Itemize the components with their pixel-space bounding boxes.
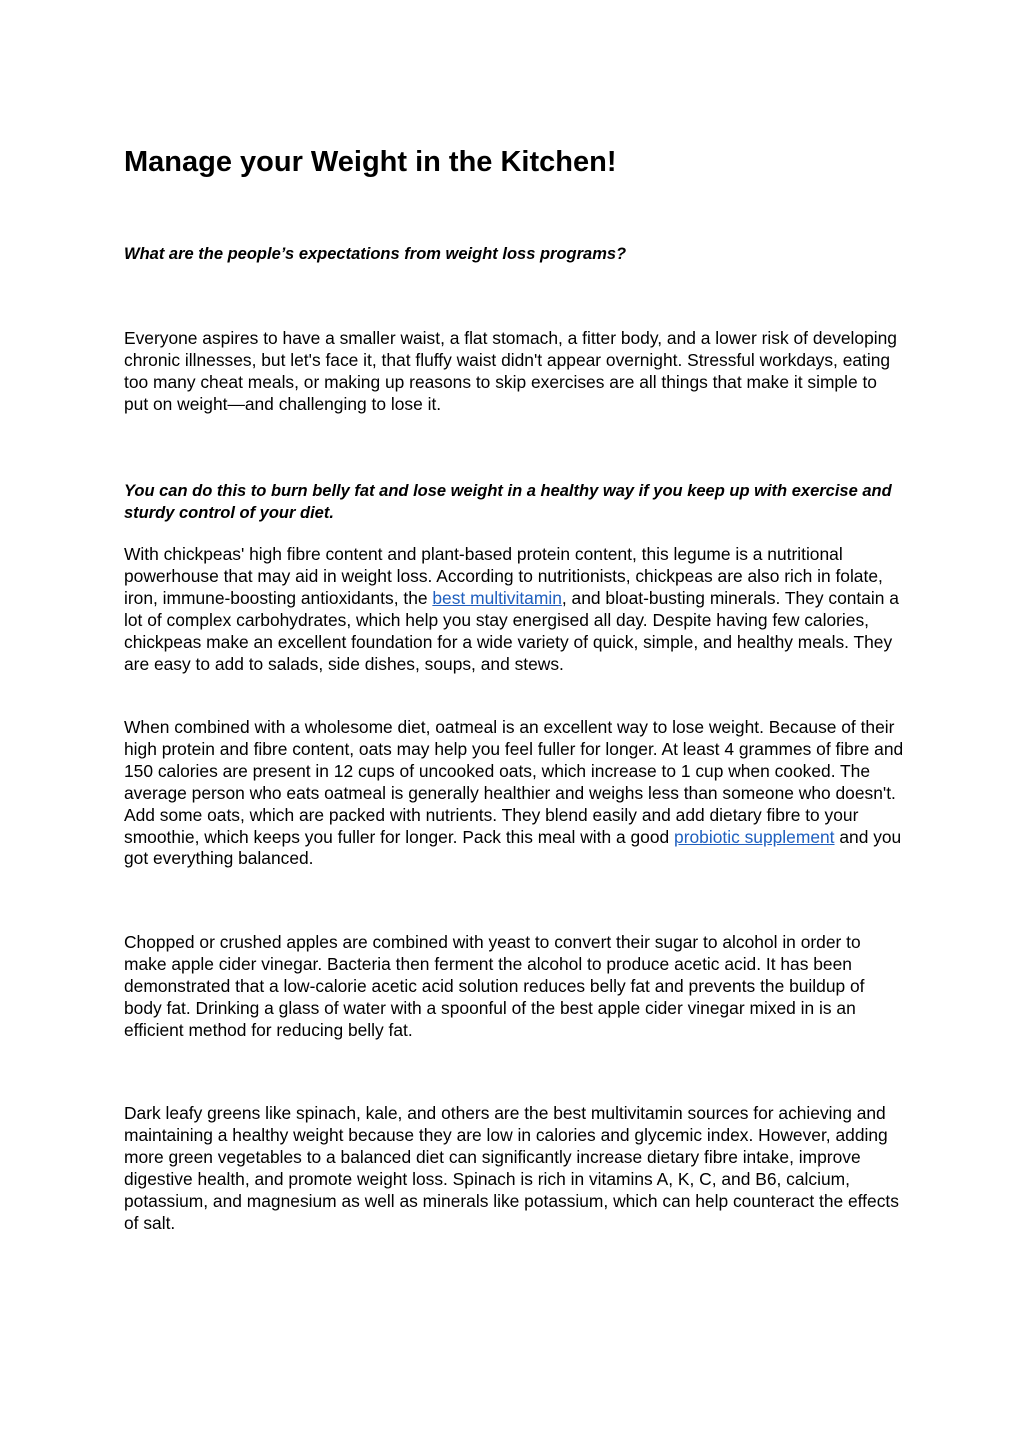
paragraph-leafy-greens: Dark leafy greens like spinach, kale, and others are the best multivitamin sources for achieving and maintaining a healthy weight because they are low in calories and glycemic index. However, adding more green vegetables to a balanced diet can significantly increase dietary fibre intake, improve digestive health, and promote weight loss. Spinach is rich in vitamins A, K, C, and B6, calcium, potassium, and magnesium as well as minerals like potassium, which can help counteract the effects of salt.	[124, 1103, 899, 1233]
page-title: Manage your Weight in the Kitchen!	[124, 146, 617, 178]
oatmeal-text-after-link: and you got everything balanced.	[124, 826, 902, 869]
probiotic-supplement-link[interactable]: probiotic supplement	[674, 826, 835, 847]
best-multivitamin-link[interactable]: best multivitamin	[432, 587, 562, 608]
oatmeal-text-before-link: When combined with a wholesome diet, oatmeal is an excellent way to lose weight. Because of their high protein and fibre content, oats may help you feel fuller for longer. At least 4 grammes of fibre and 150 calories are present in 12 cups of uncooked oats, which increase to 1 cup when cooked. The average person who eats oatmeal is generally healthier and weighs less than someone who doesn't. Add some oats, which are packed with nutrients. They blend easily and add dietary fibre to your smoothie, which keeps you fuller for longer. Pack this meal with a good	[124, 717, 904, 847]
paragraph-chickpeas	[124, 544, 904, 675]
subheading-burn-belly-fat: You can do this to burn belly fat and lose weight in a healthy way if you keep up with exercise and sturdy control of your diet.	[124, 482, 892, 522]
paragraph-intro: Everyone aspires to have a smaller waist, a flat stomach, a fitter body, and a lower risk of developing chronic illnesses, but let's face it, that fluffy waist didn't appear overnight. Stressful workdays, eating too many cheat meals, or making up reasons to skip exercises are all things that make it simple to put on weight—and challenging to lose it.	[124, 328, 897, 414]
subheading-expectations: What are the people’s expectations from weight loss programs?	[124, 245, 627, 263]
paragraph-oatmeal	[124, 717, 904, 870]
chickpeas-text-before-link: With chickpeas' high fibre content and plant-based protein content, this legume is a nutritional powerhouse that may aid in weight loss. According to nutritionists, chickpeas are also rich in folate, iron, immune-boosting antioxidants, the	[124, 544, 883, 608]
paragraph-apple-cider-vinegar: Chopped or crushed apples are combined with yeast to convert their sugar to alcohol in order to make apple cider vinegar. Bacteria then ferment the alcohol to produce acetic acid. It has been demonstrated that a low-calorie acetic acid solution reduces belly fat and prevents the buildup of body fat. Drinking a glass of water with a spoonful of the best apple cider vinegar mixed in is an efficient method for reducing belly fat.	[124, 932, 865, 1040]
chickpeas-text-after-link: , and bloat-busting minerals. They contain a lot of complex carbohydrates, which help you stay energised all day. Despite having few calories, chickpeas make an excellent foundation for a wide variety of quick, simple, and healthy meals. They are easy to add to salads, side dishes, soups, and stews.	[124, 587, 899, 674]
